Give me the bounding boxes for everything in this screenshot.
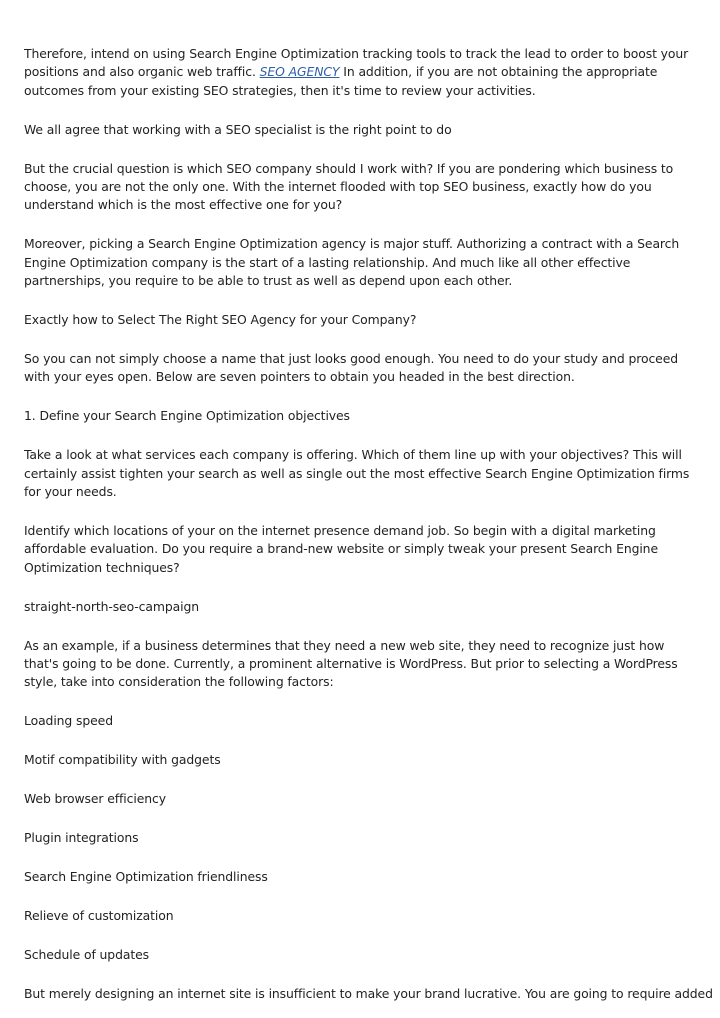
heading-select-agency: Exactly how to Select The Right SEO Agency for your Company? (24, 312, 417, 328)
list-item-motif-compatibility: Motif compatibility with gadgets (24, 752, 221, 768)
list-item-updates: Schedule of updates (24, 946, 149, 962)
paragraph-services-offered: Take a look at what services each company is offering. Which of them line up with your objectives? This will certainly assist tighten your search as well as single out the most effective Search Engine Optimization firms for your needs. (24, 447, 690, 499)
paragraph-which-company: But the crucial question is which SEO company should I work with? If you are pondering which business to choose, you are not the only one. With the internet flooded with top SEO business, exactly how do you understand which is the most effective one for you? (24, 160, 674, 213)
seo-agency-link[interactable]: SEO AGENCY (259, 64, 340, 80)
list-item-seo-friendliness: Search Engine Optimization friendliness (24, 868, 268, 884)
paragraph-identify-locations: Identify which locations of your on the internet presence demand job. So begin with a digital marketing affordable evaluation. Do you require a brand-new website or simply tweak your present Search Engine Optimization techniques? (24, 522, 658, 575)
list-item-plugin-integrations: Plugin integrations (24, 829, 139, 845)
paragraph-picking-agency: Moreover, picking a Search Engine Optimization agency is major stuff. Authorizing a contract with a Search Engine Optimization company is the start of a lasting relationship. And much like all other effective partnerships, you require to be able to trust as well as depend upon each other. (24, 236, 680, 289)
image-caption-campaign: straight-north-seo-campaign (24, 598, 199, 614)
list-item-customization: Relieve of customization (24, 907, 174, 923)
paragraph-text: Therefore, intend on using Search Engine Optimization tracking tools to track the lead to order to boost your positions and also organic web traffic. (24, 46, 689, 80)
paragraph-website-not-enough: But merely designing an internet site is insufficient to make your brand lucrative. You are going to require added (24, 985, 713, 1001)
paragraph-wordpress-example: As an example, if a business determines that they need a new web site, they need to recognize just how that's going to be done. Currently, a prominent alternative is WordPress. But prior to selecting a WordPress style, take into consideration the following factors: (24, 637, 678, 690)
list-item-loading-speed: Loading speed (24, 713, 113, 729)
paragraph-do-your-study: So you can not simply choose a name that just looks good enough. You need to do your study and proceed with your eyes open. Below are seven pointers to obtain you headed in the best direction. (24, 350, 678, 385)
paragraph-text: In addition, if you are not obtaining the appropriate outcomes from your existing SEO strategies, then it's time to review your activities. (24, 64, 658, 98)
paragraph-seo-tracking (24, 45, 698, 100)
list-item-browser-efficiency: Web browser efficiency (24, 791, 166, 807)
paragraph-seo-specialist: We all agree that working with a SEO specialist is the right point to do (24, 121, 452, 137)
heading-define-objectives: 1. Define your Search Engine Optimization objectives (24, 408, 350, 424)
